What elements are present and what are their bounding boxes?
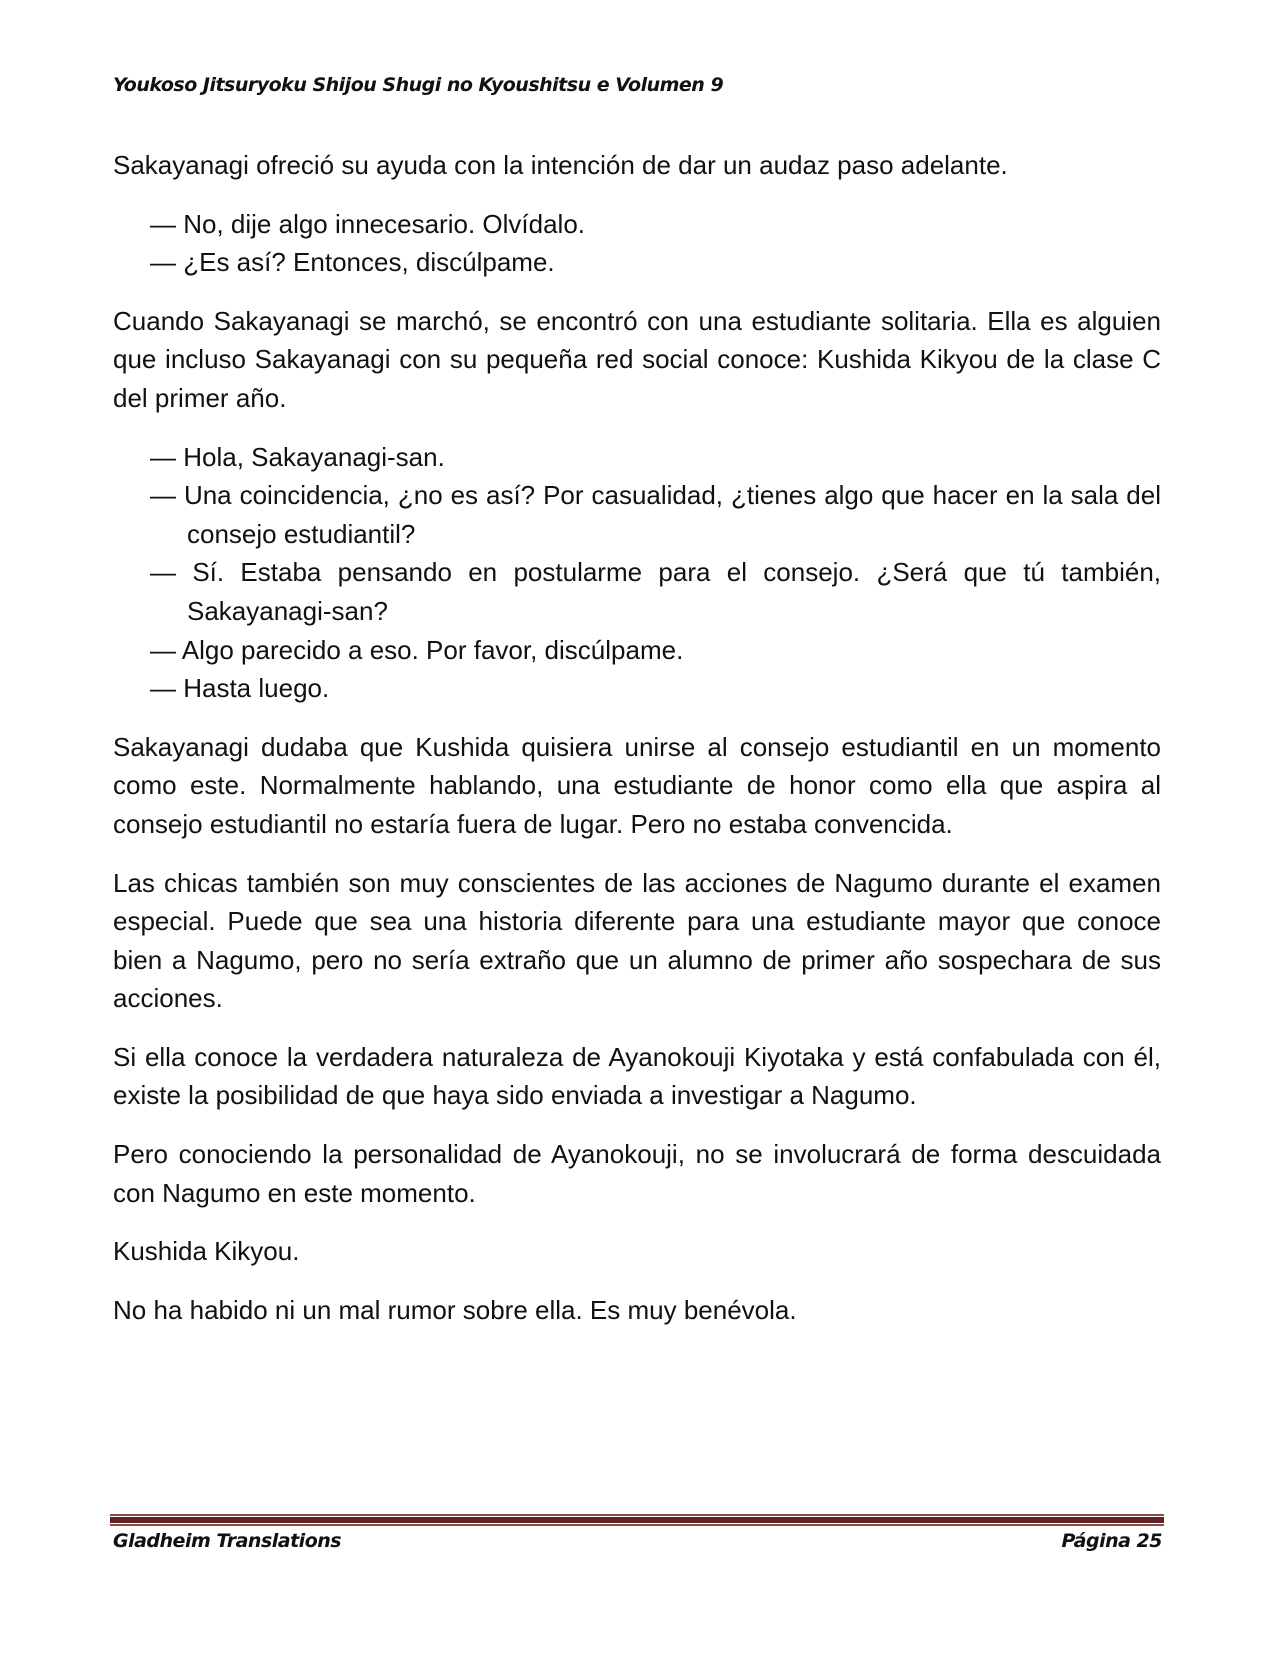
- dialogue-line: — Hasta luego.: [150, 673, 330, 704]
- dialogue-line: — Hola, Sakayanagi-san.: [150, 441, 445, 472]
- dialogue-line: — Una coincidencia, ¿no es así? Por casualidad, ¿tienes algo que hacer en la sala del consejo estudiantil?: [150, 480, 1161, 549]
- paragraph: Las chicas también son muy conscientes de las acciones de Nagumo durante el examen especial. Puede que sea una historia diferente para una estudiante mayor que conoce bien a Nagumo, pero no sería extraño que un alumno de primer año sospechara de sus acciones.: [113, 867, 1161, 1014]
- paragraph: Sakayanagi ofreció su ayuda con la intención de dar un audaz paso adelante.: [113, 150, 1008, 180]
- dialogue-line: — Algo parecido a eso. Por favor, discúlpame.: [150, 634, 684, 665]
- paragraph: Kushida Kikyou.: [113, 1236, 300, 1267]
- paragraph: No ha habido ni un mal rumor sobre ella. Es muy benévola.: [113, 1294, 797, 1325]
- footer-rule: [110, 1514, 1164, 1516]
- dialogue-block: [113, 438, 1161, 708]
- running-header: Youkoso Jitsuryoku Shijou Shugi no Kyoushitsu e Volumen 9: [113, 74, 724, 96]
- dialogue-line: — No, dije algo innecesario. Olvídalo.: [150, 208, 586, 239]
- dialogue-block: [113, 205, 1161, 282]
- paragraph: Si ella conoce la verdadera naturaleza de Ayanokouji Kiyotaka y está confabulada con él, existe la posibilidad de que haya sido enviada a investigar a Nagumo.: [113, 1041, 1161, 1111]
- footer-publisher: Gladheim Translations: [113, 1530, 342, 1552]
- paragraph: Sakayanagi dudaba que Kushida quisiera unirse al consejo estudiantil en un momento como este. Normalmente hablando, una estudiante de honor como ella que aspira al consejo estudiantil no estaría fuera de lugar. Pero no estaba convencida.: [113, 731, 1161, 839]
- dialogue-line: — ¿Es así? Entonces, discúlpame.: [150, 247, 555, 278]
- dialogue-line: — Sí. Estaba pensando en postularme para el consejo. ¿Será que tú también, Sakayanagi-san?: [150, 557, 1161, 626]
- footer-rule: [110, 1517, 1164, 1523]
- footer-rule: [110, 1524, 1164, 1526]
- page-body: [113, 146, 1161, 1349]
- footer-page-number: Página 25: [1061, 1530, 1162, 1552]
- paragraph: Cuando Sakayanagi se marchó, se encontró con una estudiante solitaria. Ella es alguien que incluso Sakayanagi con su pequeña red social conoce: Kushida Kikyou de la clase C del primer año.: [113, 305, 1161, 413]
- paragraph: Pero conociendo la personalidad de Ayanokouji, no se involucrará de forma descuidada con Nagumo en este momento.: [113, 1139, 1161, 1208]
